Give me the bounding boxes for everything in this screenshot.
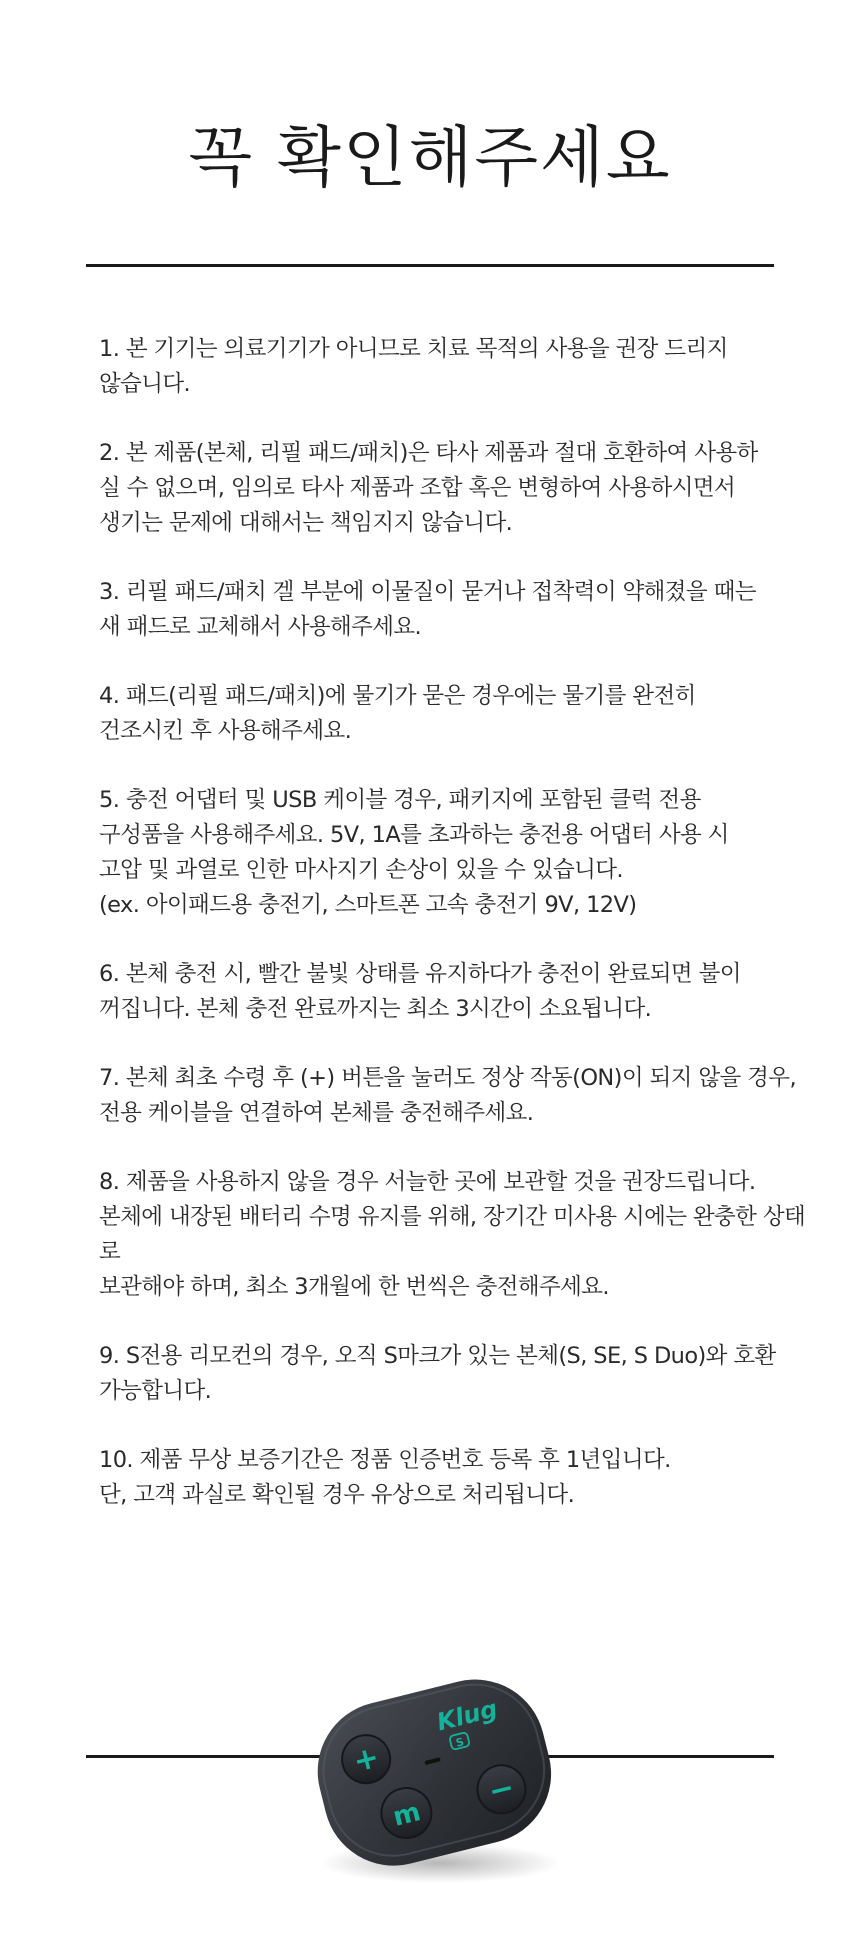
mode-badge-text: S	[454, 1735, 466, 1750]
minus-icon: −	[485, 1769, 518, 1810]
notice-item-5: 5. 충전 어댑터 및 USB 케이블 경우, 패키지에 포함된 클럭 전용 구성품을 사용해주세요. 5V, 1A를 초과하는 충전용 어댑터 사용 시 고압 및 과열로 인한 마사지기 손상이 있을 수 있습니다. (ex. 아이패드용 충전기, 스마트폰 고속 충전기 9V, 12V)	[99, 787, 729, 918]
notice-item-9: 9. S전용 리모컨의 경우, 오직 S마크가 있는 본체(S, SE, S Duo)와 호환 가능합니다.	[99, 1343, 776, 1404]
notice-item-3: 3. 리필 패드/패치 겔 부분에 이물질이 묻거나 접착력이 약해졌을 때는 새 패드로 교체해서 사용해주세요.	[99, 579, 756, 640]
plus-icon: +	[349, 1739, 383, 1780]
notice-item-1: 1. 본 기기는 의료기기가 아니므로 치료 목적의 사용을 권장 드리지 않습니다.	[99, 336, 728, 397]
notice-list	[99, 332, 819, 1547]
notice-item-4: 4. 패드(리필 패드/패치)에 물기가 묻은 경우에는 물기를 완전히 건조시킨 후 사용해주세요.	[99, 683, 696, 744]
notice-item-8: 8. 제품을 사용하지 않을 경우 서늘한 곳에 보관할 것을 권장드립니다. 본체에 내장된 배터리 수명 유지를 위해, 장기간 미사용 시에는 완충한 상태로 보관해야 하며, 최소 3개월에 한 번씩은 충전해주세요.	[99, 1169, 806, 1300]
remote-device-illustration	[290, 1655, 580, 1895]
title-divider	[86, 264, 774, 267]
notice-item-7: 7. 본체 최초 수령 후 (+) 버튼을 눌러도 정상 작동(ON)이 되지 않을 경우, 전용 케이블을 연결하여 본체를 충전해주세요.	[99, 1065, 796, 1126]
brand-logo: Klug	[434, 1694, 501, 1737]
notice-item-2: 2. 본 제품(본체, 리필 패드/패치)은 타사 제품과 절대 호환하여 사용하 실 수 없으며, 임의로 타사 제품과 조합 혹은 변형하여 사용하시면서 생기는 문제에 대해서는 책임지지 않습니다.	[99, 440, 758, 536]
page-title: 꼭 확인해주세요	[188, 119, 672, 196]
notice-item-10: 10. 제품 무상 보증기간은 정품 인증번호 등록 후 1년입니다. 단, 고객 과실로 확인될 경우 유상으로 처리됩니다.	[99, 1447, 671, 1508]
notice-item-6: 6. 본체 충전 시, 빨간 불빛 상태를 유지하다가 충전이 완료되면 불이 꺼집니다. 본체 충전 완료까지는 최소 3시간이 소요됩니다.	[99, 961, 741, 1022]
mode-icon: m	[390, 1797, 424, 1833]
device-image	[290, 1655, 580, 1895]
